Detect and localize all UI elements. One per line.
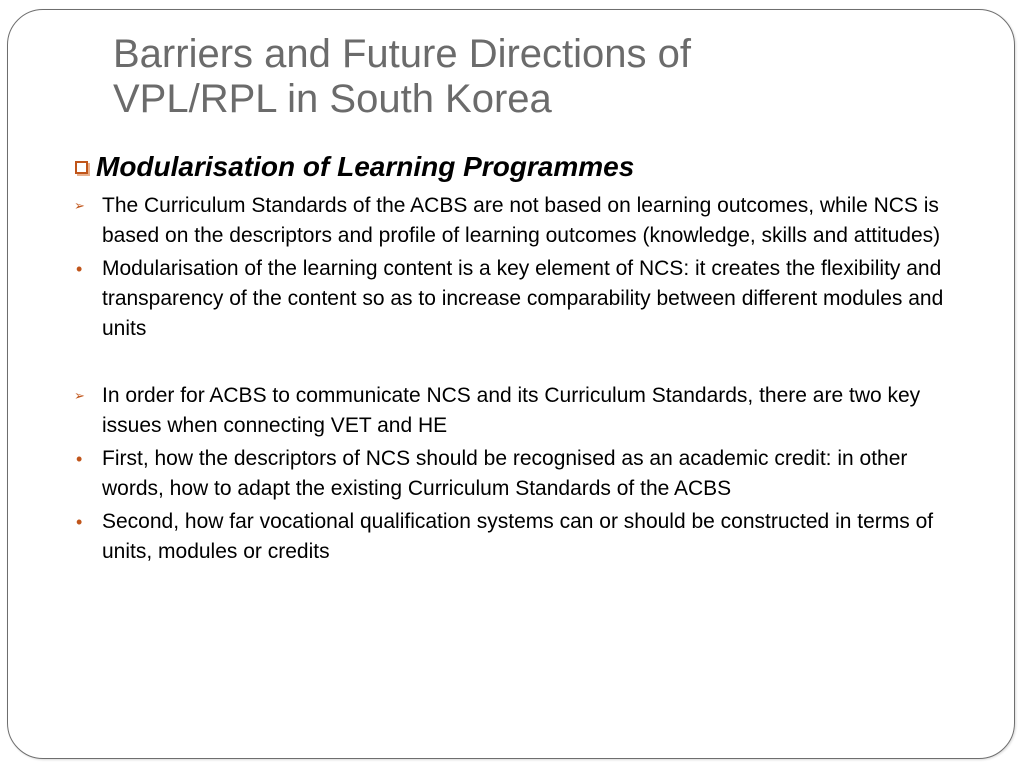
bullet-item-5 [72, 507, 972, 567]
hollow-square-icon [75, 161, 88, 174]
bullet-item-4 [72, 444, 972, 504]
bullet-item-text: First, how the descriptors of NCS should be recognised as an academic credit: in other words, how to adapt the existing Curriculum Standards of the ACBS [102, 447, 908, 500]
dot-bullet-icon: • [76, 259, 83, 279]
bullet-item-1 [72, 191, 972, 251]
slide-body [72, 149, 972, 567]
slide-title [113, 32, 973, 122]
section-heading [72, 149, 972, 185]
bullet-item-text: Modularisation of the learning content is a key element of NCS: it creates the flexibility and transparency of the content so as to increase comparability between different modules and units [102, 257, 944, 340]
spacer [72, 344, 972, 378]
arrow-bullet-icon: ➢ [74, 388, 85, 403]
bullet-item-2 [72, 254, 972, 344]
section-heading-text: Modularisation of Learning Programmes [96, 151, 635, 182]
arrow-bullet-icon: ➢ [74, 198, 85, 213]
bullet-item-3 [72, 381, 972, 441]
dot-bullet-icon: • [76, 449, 83, 469]
bullet-item-text: In order for ACBS to communicate NCS and its Curriculum Standards, there are two key issues when connecting VET and HE [102, 384, 921, 437]
dot-bullet-icon: • [76, 512, 83, 532]
slide-title-line-1: Barriers and Future Directions of [113, 32, 692, 76]
bullet-item-text: Second, how far vocational qualification systems can or should be constructed in terms of units, modules or credits [102, 510, 934, 563]
bullet-item-text: The Curriculum Standards of the ACBS are not based on learning outcomes, while NCS is based on the descriptors and profile of learning outcomes (knowledge, skills and attitudes) [102, 194, 941, 247]
slide-title-line-2: VPL/RPL in South Korea [113, 77, 552, 121]
